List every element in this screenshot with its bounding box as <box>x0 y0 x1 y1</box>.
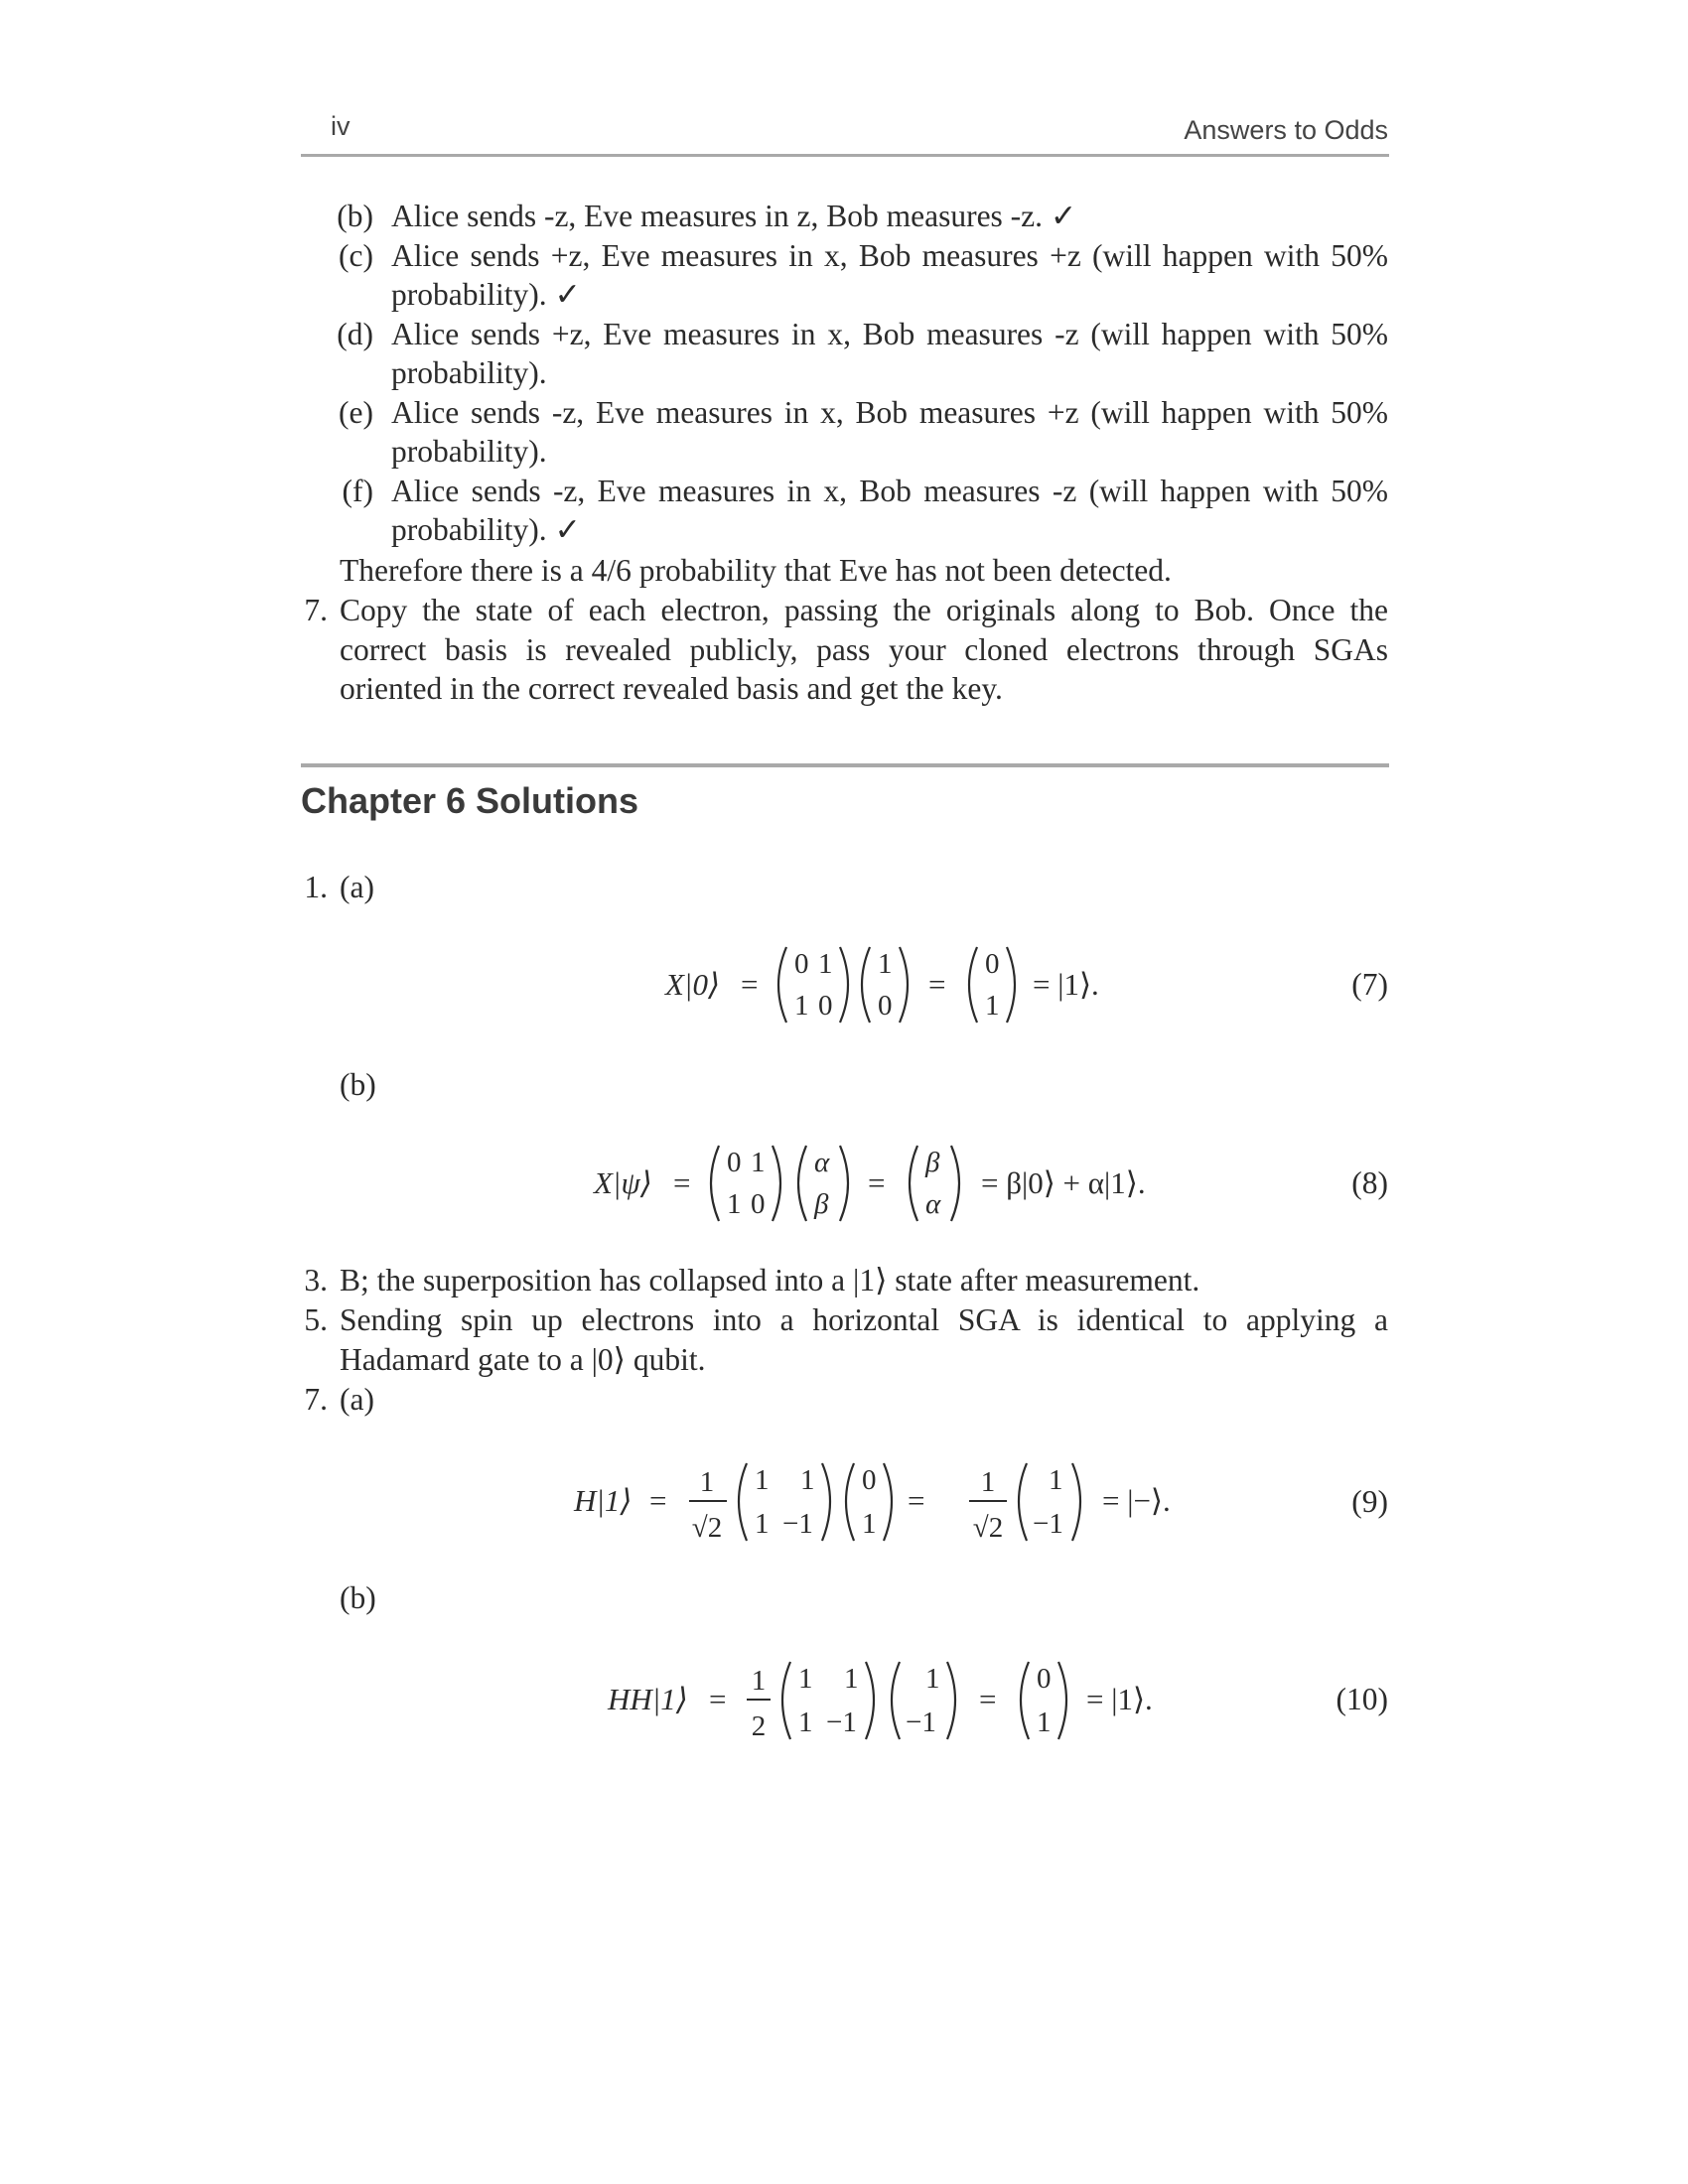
vector-entry: −1 <box>906 1706 936 1738</box>
paren-left <box>778 947 786 1023</box>
vector-entry: 1 <box>878 948 893 980</box>
eq-sign: = <box>673 1165 691 1200</box>
eq-lhs: H|1⟩ <box>574 1483 633 1518</box>
eq-lhs: X|ψ⟩ <box>594 1165 652 1200</box>
eq-sign: = <box>979 1682 997 1716</box>
item-label: (f) <box>342 474 373 508</box>
answer-number: 5. <box>304 1302 328 1337</box>
matrix-entry: 1 <box>755 1464 770 1496</box>
eq-lhs: HH|1⟩ <box>608 1682 688 1716</box>
matrix-entry: −1 <box>826 1706 857 1738</box>
answer-text: B; the superposition has collapsed into a |1⟩ state after measurement. <box>340 1263 1200 1297</box>
paren-left <box>1021 1662 1029 1739</box>
equation-number: (7) <box>1351 967 1388 1002</box>
fraction-numerator: 1 <box>751 1665 767 1697</box>
vector-entry: β <box>814 1188 829 1220</box>
paren-left <box>862 947 870 1023</box>
vector-entry: 1 <box>925 1663 940 1695</box>
paren-right <box>900 947 908 1023</box>
equation-number: (10) <box>1336 1682 1388 1716</box>
fraction-denominator: √2 <box>972 1512 1004 1544</box>
page-number: iv <box>331 111 351 141</box>
equation-number: (9) <box>1351 1484 1388 1519</box>
item-text: Alice sends +z, Eve measures in x, Bob measures -z (will happen with 50% <box>391 317 1388 351</box>
vector-entry: α <box>814 1147 830 1178</box>
eq-rhs: = |1⟩. <box>1033 967 1099 1002</box>
eq-rhs: = |1⟩. <box>1086 1682 1153 1716</box>
matrix-entry: −1 <box>782 1508 813 1540</box>
part-label: (a) <box>340 1382 374 1417</box>
fraction-denominator: 2 <box>751 1710 767 1742</box>
answer-text: Hadamard gate to a |0⟩ qubit. <box>340 1342 706 1377</box>
eq-lhs: X|0⟩ <box>665 967 721 1002</box>
answer-number: 7. <box>304 593 328 627</box>
answer-text: correct basis is revealed publicly, pass your cloned electrons through SGAs <box>340 632 1388 667</box>
paren-left <box>798 1146 806 1221</box>
vector-entry: −1 <box>1033 1508 1063 1540</box>
paren-left <box>910 1146 917 1221</box>
paren-right <box>840 947 848 1023</box>
eq-rhs: = |−⟩. <box>1102 1483 1171 1518</box>
item-label: (c) <box>339 238 373 273</box>
item-label: (d) <box>337 317 373 351</box>
item-text: Alice sends -z, Eve measures in x, Bob measures -z (will happen with 50% <box>391 474 1388 508</box>
equation-number: (8) <box>1351 1165 1388 1200</box>
question-number: 1. <box>304 870 328 904</box>
fraction-denominator: √2 <box>691 1512 723 1544</box>
paren-left <box>846 1463 854 1541</box>
probability-conclusion: Therefore there is a 4/6 probability that Eve has not been detected. <box>340 553 1172 588</box>
eq-sign: = <box>928 967 946 1002</box>
matrix-entry: 1 <box>751 1147 766 1178</box>
vector-entry: 0 <box>1037 1663 1052 1695</box>
paren-left <box>892 1662 900 1739</box>
equation-8 <box>586 1132 1221 1235</box>
matrix-entry: 1 <box>798 1663 813 1695</box>
part-label: (b) <box>340 1067 376 1102</box>
paren-right <box>840 1146 848 1221</box>
matrix-entry: 1 <box>798 1706 813 1738</box>
part-label: (b) <box>340 1580 376 1615</box>
part-label: (a) <box>340 870 374 904</box>
header-rule <box>301 154 1389 157</box>
eq-sign: = <box>741 967 759 1002</box>
equation-10 <box>600 1648 1215 1759</box>
item-text: Alice sends -z, Eve measures in x, Bob measures +z (will happen with 50% <box>391 395 1388 430</box>
paren-right <box>1058 1662 1066 1739</box>
paren-right <box>1072 1463 1080 1541</box>
matrix-entry: 0 <box>751 1188 766 1220</box>
matrix-entry: 1 <box>818 948 833 980</box>
matrix-entry: 1 <box>755 1508 770 1540</box>
paren-right <box>1007 947 1015 1023</box>
paren-left <box>969 947 977 1023</box>
eq-sign: = <box>868 1165 886 1200</box>
item-label: (b) <box>337 199 373 233</box>
vector-entry: β <box>925 1147 940 1178</box>
fraction-numerator: 1 <box>699 1466 715 1498</box>
paren-right <box>822 1463 830 1541</box>
matrix-entry: 1 <box>727 1188 742 1220</box>
eq-sign: = <box>649 1483 667 1518</box>
running-title: Answers to Odds <box>1184 115 1388 145</box>
item-text-cont: probability). ✓ <box>391 277 581 312</box>
item-text: Alice sends -z, Eve measures in z, Bob measures -z. ✓ <box>391 199 1077 233</box>
answer-text: oriented in the correct revealed basis and get the key. <box>340 671 1003 706</box>
paren-right <box>951 1146 959 1221</box>
vector-entry: 1 <box>1037 1706 1052 1738</box>
item-text-cont: probability). ✓ <box>391 512 581 547</box>
equation-7 <box>655 933 1172 1036</box>
equation-9 <box>566 1449 1241 1561</box>
answer-number: 3. <box>304 1263 328 1297</box>
matrix-entry: 1 <box>794 990 809 1022</box>
paren-right <box>947 1662 955 1739</box>
vector-entry: 1 <box>985 990 1000 1022</box>
matrix-entry: 1 <box>844 1663 859 1695</box>
eq-sign: = <box>908 1483 925 1518</box>
paren-left <box>782 1662 790 1739</box>
vector-entry: 1 <box>862 1508 877 1540</box>
paren-left <box>711 1146 719 1221</box>
item-text-cont: probability). <box>391 434 547 469</box>
item-text-cont: probability). <box>391 355 547 390</box>
item-text: Alice sends +z, Eve measures in x, Bob measures +z (will happen with 50% <box>391 238 1388 273</box>
chapter-title: Chapter 6 Solutions <box>301 780 639 821</box>
answer-text: Sending spin up electrons into a horizontal SGA is identical to applying a <box>340 1302 1388 1337</box>
fraction-numerator: 1 <box>980 1466 996 1498</box>
matrix-entry: 0 <box>818 990 833 1022</box>
eq-rhs: = β|0⟩ + α|1⟩. <box>981 1165 1146 1200</box>
paren-right <box>866 1662 874 1739</box>
eq-sign: = <box>709 1682 727 1716</box>
item-label: (e) <box>339 395 373 430</box>
paren-right <box>773 1146 780 1221</box>
vector-entry: 0 <box>862 1464 877 1496</box>
question-number: 7. <box>304 1382 328 1417</box>
matrix-entry: 0 <box>727 1147 742 1178</box>
vector-entry: 0 <box>985 948 1000 980</box>
vector-entry: 1 <box>1049 1464 1063 1496</box>
answer-text: Copy the state of each electron, passing the originals along to Bob. Once the <box>340 593 1388 627</box>
paren-left <box>739 1463 747 1541</box>
vector-entry: 0 <box>878 990 893 1022</box>
paren-right <box>884 1463 892 1541</box>
chapter-rule <box>301 763 1389 767</box>
matrix-entry: 1 <box>800 1464 815 1496</box>
paren-left <box>1019 1463 1027 1541</box>
vector-entry: α <box>925 1188 941 1220</box>
matrix-entry: 0 <box>794 948 809 980</box>
